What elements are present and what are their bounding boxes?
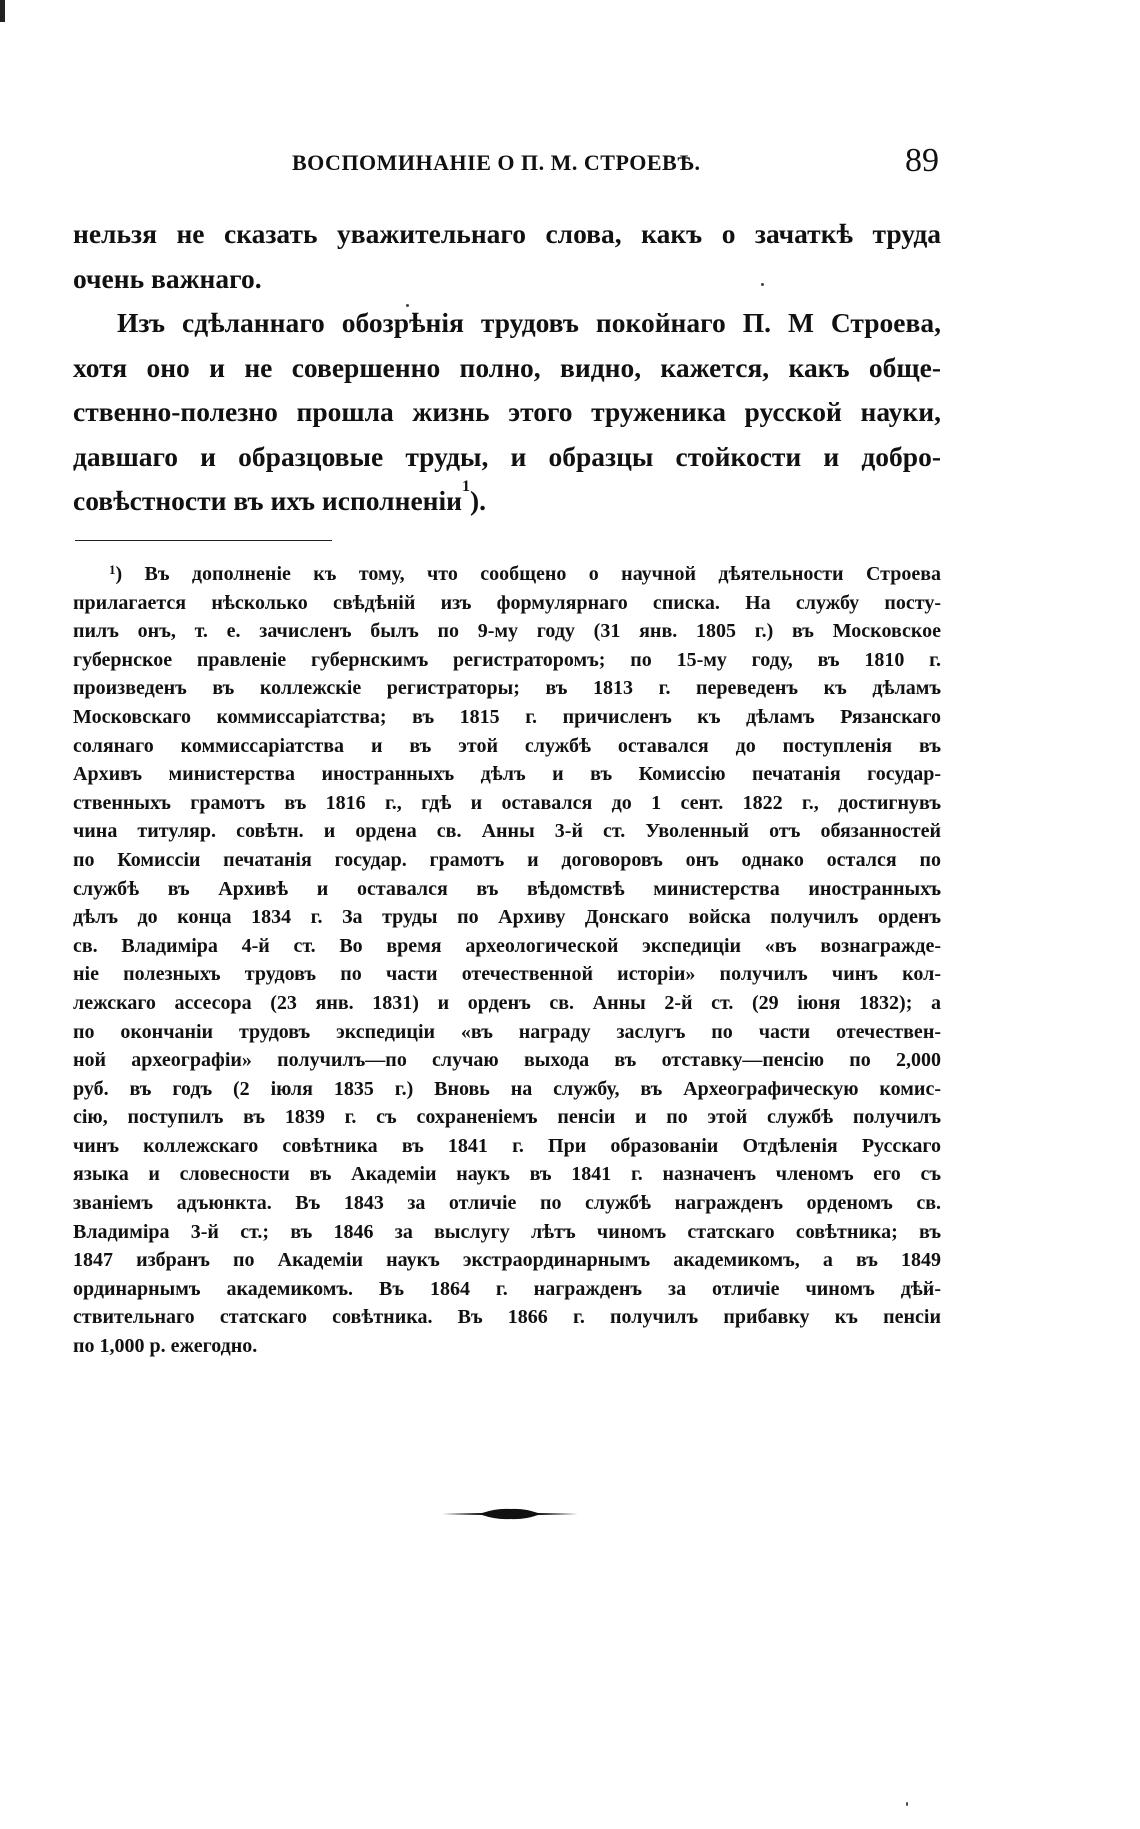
footnote-line: солянаго коммиссаріатства и въ этой службѣ оставался до поступленія въ xyxy=(73,734,941,757)
text-line: очень важнаго. xyxy=(73,262,262,294)
footnote-line: званіемъ адъюнкта. Въ 1843 за отличіе по службѣ награжденъ орденомъ св. xyxy=(73,1192,941,1215)
end-ornament xyxy=(442,1506,578,1522)
footnote xyxy=(73,560,941,1361)
footnote-line: чина титуляр. совѣтн. и ордена св. Анны 3-й ст. Уволенный отъ обязанностей xyxy=(73,820,941,843)
footnote-line: ніе полезныхъ трудовъ по части отечественной исторіи» получилъ чинъ кол- xyxy=(73,963,941,986)
text-line: давшаго и образцовые труды, и образцы стойкости и добро- xyxy=(73,440,941,472)
text-line: Изъ сдѣланнаго обозрѣнія трудовъ покойнаго П. М Строева, xyxy=(117,307,941,338)
closing-punctuation: ). xyxy=(470,485,487,516)
footnote-rule xyxy=(75,540,332,541)
text-line-last xyxy=(73,479,941,524)
footnote-marker: 1 xyxy=(109,562,116,577)
text-line: хотя оно и не совершенно полно, видно, кажется, какъ обще- xyxy=(73,351,941,383)
text-line: совѣстности въ ихъ исполненіи xyxy=(73,485,462,516)
footnote-line: ной археографіи» получилъ—по случаю выхода въ отставку—пенсію по 2,000 xyxy=(73,1049,941,1072)
running-title: ВОСПОМИНАНІЕ О П. М. СТРОЕВѢ. xyxy=(292,150,701,175)
scan-edge-mark xyxy=(0,0,5,22)
footnote-reference[interactable]: 1 xyxy=(462,478,470,495)
text-line: ственно-полезно прошла жизнь этого труженика русской науки, xyxy=(73,396,941,427)
footnote-line: службѣ въ Архивѣ и оставался въ вѣдомствѣ министерства иностранныхъ xyxy=(73,877,941,900)
footnote-line: губернское правленіе губернскимъ регистраторомъ; по 15-му году, въ 1810 г. xyxy=(73,648,941,671)
footnote-line: прилагается нѣсколько свѣдѣній изъ формулярнаго списка. На службу посту- xyxy=(73,591,941,614)
footnote-line: Владиміра 3-й ст.; въ 1846 за выслугу лѣтъ чиномъ статскаго совѣтника; въ xyxy=(73,1220,941,1243)
footnote-line: по окончаніи трудовъ экспедиціи «въ награду заслугъ по части отечествен- xyxy=(73,1020,941,1043)
scan-speck xyxy=(406,304,409,307)
footnote-line: Московскаго коммиссаріатства; въ 1815 г. причисленъ къ дѣламъ Рязанскаго xyxy=(73,705,941,728)
footnote-line: пилъ онъ, т. е. зачисленъ былъ по 9-му году (31 янв. 1805 г.) въ Московское xyxy=(73,620,941,643)
footnote-line: языка и словесности въ Академіи наукъ въ 1841 г. назначенъ членомъ его съ xyxy=(73,1163,941,1186)
text-line: нельзя не сказать уважительнаго слова, какъ о зачаткѣ труда xyxy=(73,218,941,249)
footnote-line: руб. въ годъ (2 іюля 1835 г.) Вновь на службу, въ Археографическую комис- xyxy=(73,1077,941,1100)
footnote-line: сію, поступилъ въ 1839 г. съ сохраненіемъ пенсіи и по этой службѣ получилъ xyxy=(73,1106,941,1129)
footnote-line: 1847 избранъ по Академіи наукъ экстраординарнымъ академикомъ, а въ 1849 xyxy=(73,1249,941,1272)
scan-speck xyxy=(906,1802,908,1806)
footnote-line: чинъ коллежскаго совѣтника въ 1841 г. При образованіи Отдѣленія Русскаго xyxy=(73,1134,941,1157)
footnote-line: лежскаго ассесора (23 янв. 1831) и орденъ св. Анны 2-й ст. (29 іюня 1832); а xyxy=(73,991,941,1014)
footnote-line: Архивъ министерства иностранныхъ дѣлъ и въ Комиссію печатанія государ- xyxy=(73,763,941,786)
footnote-line: ствительнаго статскаго совѣтника. Въ 1866 г. получилъ прибавку къ пенсіи xyxy=(73,1306,941,1329)
footnote-line-first xyxy=(73,560,941,589)
footnote-line: ) Въ дополненіе къ тому, что сообщено о научной дѣятельности Строева xyxy=(115,563,941,585)
footnote-line: по 1,000 р. ежегодно. xyxy=(73,1335,258,1358)
footnote-line: дѣлъ до конца 1834 г. За труды по Архиву Донскаго войска получилъ орденъ xyxy=(73,906,941,929)
scan-speck xyxy=(761,283,764,286)
footnote-line: ственныхъ грамотъ въ 1816 г., гдѣ и оставался до 1 сент. 1822 г., достигнувъ xyxy=(73,791,941,814)
main-text xyxy=(73,212,941,524)
footnote-line: по Комиссіи печатанія государ. грамотъ и договоровъ онъ однако остался по xyxy=(73,848,941,871)
page-number: 89 xyxy=(905,142,939,179)
footnote-line: произведенъ въ коллежскіе регистраторы; въ 1813 г. переведенъ къ дѣламъ xyxy=(73,677,941,700)
footnote-line: ординарнымъ академикомъ. Въ 1864 г. награжденъ за отличіе чиномъ дѣй- xyxy=(73,1277,941,1300)
footnote-line: св. Владиміра 4-й ст. Во время археологической экспедиціи «въ вознагражде- xyxy=(73,934,941,957)
